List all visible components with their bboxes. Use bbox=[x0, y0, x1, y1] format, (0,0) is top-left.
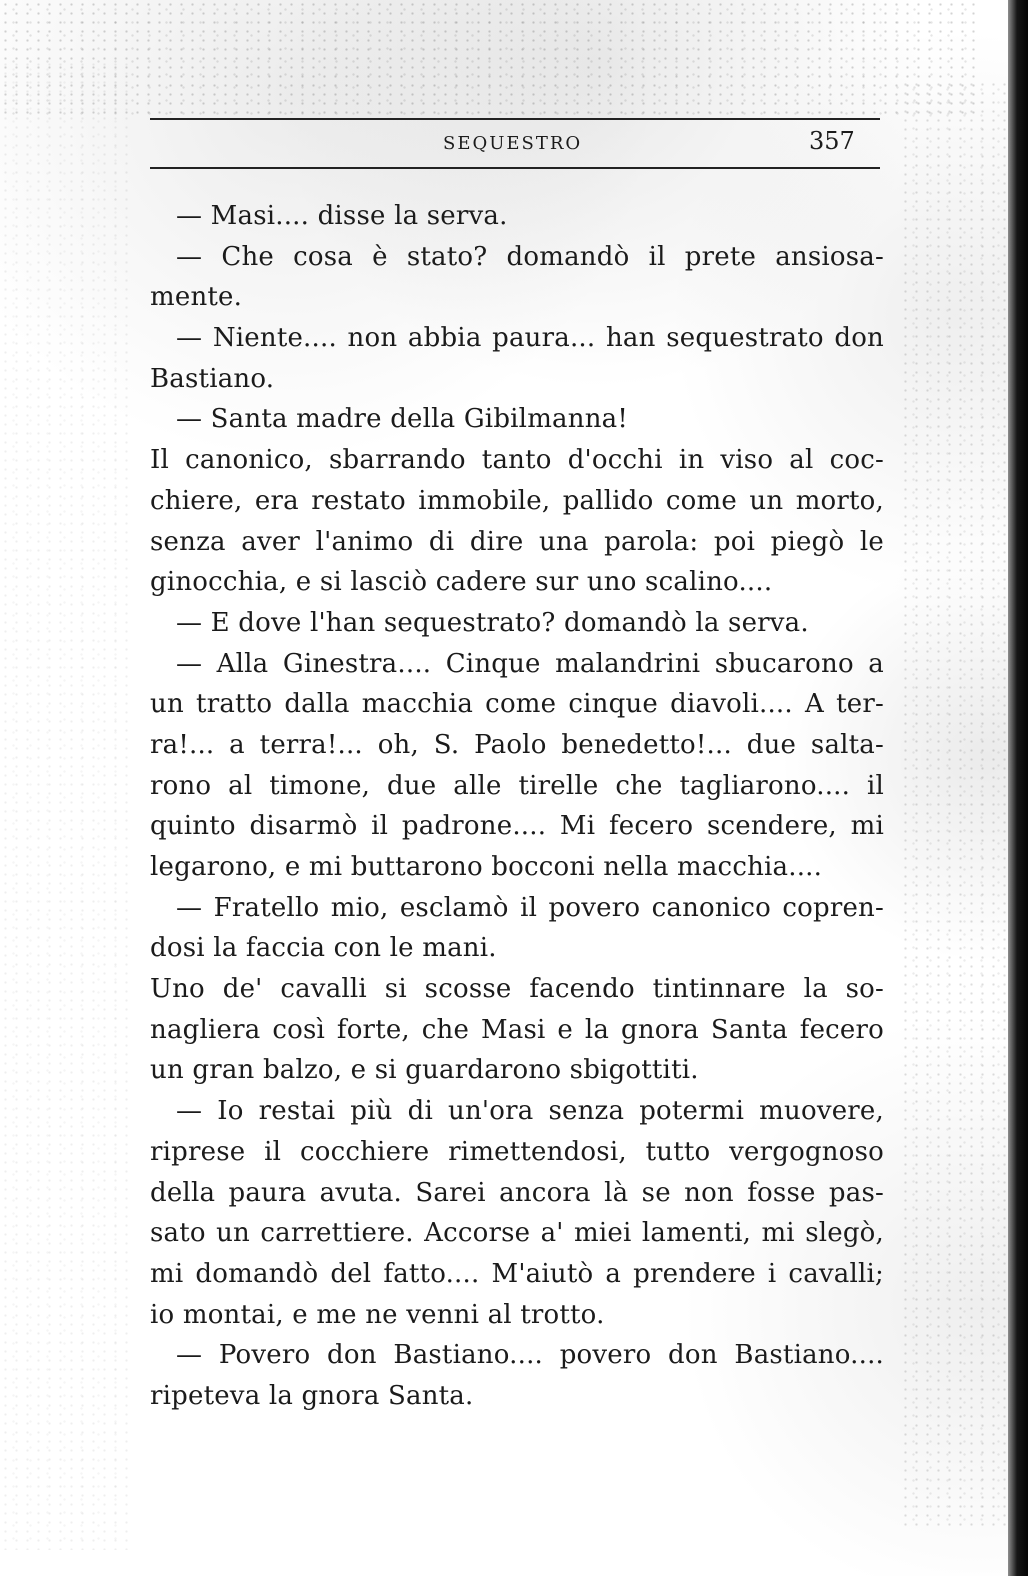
text-line: dosi la faccia con le mani. bbox=[150, 933, 497, 964]
text-line: — Fratello mio, esclamò il povero canonico copren- bbox=[176, 892, 884, 923]
text-line: nagliera così forte, che Masi e la gnora Santa fecero bbox=[150, 1014, 884, 1045]
body-text bbox=[150, 196, 884, 1417]
header-top-rule bbox=[150, 118, 880, 120]
page-edge-shadow bbox=[1008, 0, 1028, 1576]
text-line: Uno de' cavalli si scosse facendo tintinnare la so- bbox=[150, 974, 884, 1005]
text-line: della paura avuta. Sarei ancora là se non fosse pas- bbox=[150, 1177, 884, 1208]
text-line: — E dove l'han sequestrato? domandò la serva. bbox=[176, 607, 809, 638]
top-print-noise bbox=[0, 0, 980, 120]
text-line: quinto disarmò il padrone.... Mi fecero scendere, mi bbox=[150, 811, 884, 842]
text-line: riprese il cocchiere rimettendosi, tutto vergognoso bbox=[150, 1136, 884, 1167]
text-line: senza aver l'animo di dire una parola: poi piegò le bbox=[150, 526, 884, 557]
text-line: sato un carrettiere. Accorse a' miei lamenti, mi slegò, bbox=[150, 1218, 884, 1249]
text-line: — Niente.... non abbia paura... han sequestrato don bbox=[176, 323, 884, 354]
text-line: — Masi.... disse la serva. bbox=[176, 201, 508, 231]
text-line: — Io restai più di un'ora senza potermi muovere, bbox=[176, 1096, 884, 1127]
header-bottom-rule bbox=[150, 167, 880, 169]
text-line: un gran balzo, e si guardarono sbigottiti. bbox=[150, 1055, 699, 1086]
text-line: legarono, e mi buttarono bocconi nella macchia.... bbox=[150, 852, 823, 882]
text-line: — Che cosa è stato? domandò il prete ansiosa- bbox=[176, 241, 884, 272]
page-number: 357 bbox=[809, 127, 855, 155]
text-line: io montai, e me ne venni al trotto. bbox=[150, 1299, 605, 1330]
text-line: rono al timone, due alle tirelle che tagliarono.... il bbox=[150, 770, 884, 801]
text-line: — Alla Ginestra.... Cinque malandrini sbucarono a bbox=[176, 648, 884, 679]
text-line: Bastiano. bbox=[150, 363, 275, 394]
running-title: SEQUESTRO bbox=[443, 133, 583, 154]
text-line: chiere, era restato immobile, pallido come un morto, bbox=[150, 485, 884, 516]
text-line: ripeteva la gnora Santa. bbox=[150, 1380, 474, 1411]
text-line: — Santa madre della Gibilmanna! bbox=[176, 404, 628, 435]
text-line: mi domandò del fatto.... M'aiutò a prendere i cavalli; bbox=[150, 1258, 884, 1289]
text-line: un tratto dalla macchia come cinque diavoli.... A ter- bbox=[150, 689, 884, 720]
text-line: Il canonico, sbarrando tanto d'occhi in viso al coc- bbox=[150, 445, 884, 476]
text-line: ginocchia, e si lasciò cadere sur uno scalino.... bbox=[150, 567, 773, 598]
text-line: ra!... a terra!... oh, S. Paolo benedetto!... due salta- bbox=[150, 729, 884, 760]
right-print-noise bbox=[900, 80, 1012, 1530]
running-header bbox=[150, 118, 880, 170]
text-line: mente. bbox=[150, 282, 243, 313]
left-print-noise bbox=[0, 60, 128, 1550]
text-line: — Povero don Bastiano.... povero don Bastiano.... bbox=[176, 1340, 884, 1371]
